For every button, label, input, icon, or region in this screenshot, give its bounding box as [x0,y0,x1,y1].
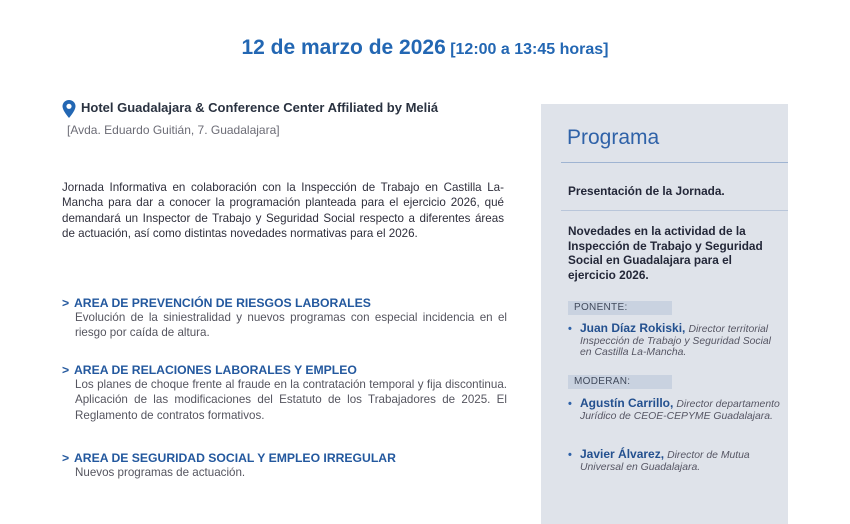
venue-address: [Avda. Eduardo Guitián, 7. Guadalajara] [67,123,280,137]
ponente-entry [568,323,783,359]
person-role: Director departamento Jurídico de CEOE-CEPYME Guadalajara. [580,399,780,422]
location-pin-icon [62,100,76,118]
chevron-right-icon: > [62,363,70,377]
area-title: AREA DE SEGURIDAD SOCIAL Y EMPLEO IRREGULAR [74,451,396,465]
person-role: Director territorial Inspección de Trabajo y Seguridad Social en Castilla La-Mancha. [580,324,771,358]
sidebar-title: Programa [567,126,660,149]
area-title: AREA DE RELACIONES LABORALES Y EMPLEO [74,363,357,377]
area-seguridad-social [62,451,507,480]
person-name: Juan Díaz Rokiski, [580,321,686,335]
event-date [0,36,850,60]
person-role: Director de Mutua Universal en Guadalajara. [580,450,750,473]
moderan-label: MODERAN: [568,375,672,389]
programa-item-novedades: Novedades en la actividad de la Inspección de Trabajo y Seguridad Social en Guadalajara para el ejercicio 2026. [568,224,763,282]
area-description: Los planes de choque frente al fraude en la contratación temporal y fija discontinua. Aplicación de las modificaciones del Estatuto de los Trabajadores de 2025. El Reglamento de contratos formativos. [75,378,507,422]
divider [561,162,788,163]
intro-paragraph: Jornada Informativa en colaboración con la Inspección de Trabajo en Castilla La-Mancha para dar a conocer la programación planteada para el ejercicio 2026, qué demandará un Inspector de Trabajo y Seguridad Social respecto a diferentes áreas de actuación, así como distintas novedades normativas para el 2026. [62,181,504,240]
chevron-right-icon: > [62,296,70,310]
date-text: 12 de marzo de 2026 [241,36,446,59]
programa-item-presentacion: Presentación de la Jornada. [568,184,725,198]
programa-sidebar [541,104,788,524]
area-prevencion [62,296,507,341]
bullet-icon: • [568,323,572,335]
divider [561,210,788,211]
area-description: Nuevos programas de actuación. [75,466,246,479]
moderador-entry [568,449,783,473]
person-name: Javier Álvarez, [580,447,665,461]
ponente-label: PONENTE: [568,301,672,315]
bullet-icon: • [568,449,572,461]
chevron-right-icon: > [62,451,70,465]
area-title: AREA DE PREVENCIÓN DE RIESGOS LABORALES [74,296,371,310]
hours-text: [12:00 a 13:45 horas] [450,41,609,58]
area-relaciones [62,363,507,423]
bullet-icon: • [568,398,572,410]
moderador-entry [568,398,783,422]
venue-name: Hotel Guadalajara & Conference Center Affiliated by Meliá [81,100,439,115]
area-description: Evolución de la siniestralidad y nuevos programas con especial incidencia en el riesgo por caída de altura. [75,311,507,340]
person-name: Agustín Carrillo, [580,396,674,410]
